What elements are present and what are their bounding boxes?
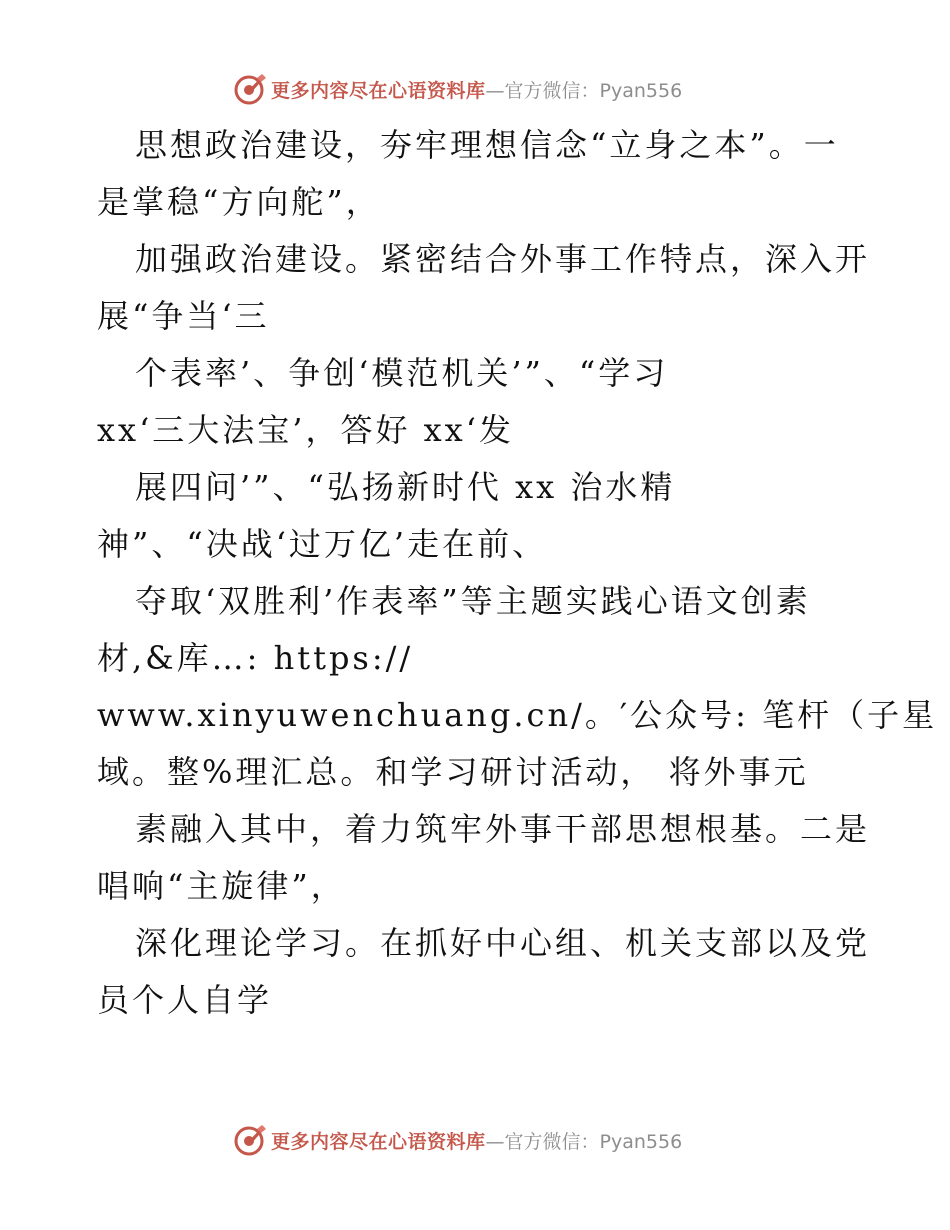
banner-contact-text: —官方微信：Pyan556 <box>485 1130 683 1153</box>
text-line: 展“争当‘三 <box>97 297 270 335</box>
text-line: 加强政治建设。紧密结合外事工作特点，深入开 <box>135 240 871 278</box>
footer-banner <box>233 1123 682 1157</box>
text-line: xx‘三大法宝’，答好 xx‘发 <box>97 411 514 449</box>
quill-pen-logo-icon <box>233 72 267 106</box>
text-line: 材,&库…: https:// <box>97 639 414 677</box>
text-line: www.xinyuwenchuang.cn/。′公众号: 笔杆（子星 <box>97 696 938 734</box>
text-line: 域。整%理汇总。和学习研讨活动， 将外事元 <box>97 753 809 791</box>
header-banner <box>233 72 682 106</box>
text-line: 展四问’”、“弘扬新时代 xx 治水精 <box>135 468 676 506</box>
text-line: 思想政治建设，夯牢理想信念“立身之本”。一 <box>135 126 839 164</box>
document-body <box>97 117 938 1029</box>
text-line: 个表率’、争创‘模范机关’”、“学习 <box>135 354 669 392</box>
text-line: 是掌稳“方向舵”， <box>97 183 381 221</box>
quill-pen-logo-icon <box>233 1123 267 1157</box>
text-line: 唱响“主旋律”， <box>97 867 346 905</box>
text-line: 夺取‘双胜利’作表率”等主题实践心语文创素 <box>135 582 811 620</box>
text-line: 员个人自学 <box>97 981 273 1019</box>
text-line: 素融入其中，着力筑牢外事干部思想根基。二是 <box>135 810 871 848</box>
text-line: 神”、“决战‘过万亿’走在前、 <box>97 525 548 563</box>
banner-contact-text: —官方微信：Pyan556 <box>485 79 683 102</box>
banner-site-text: 更多内容尽在心语资料库 <box>271 79 486 102</box>
banner-site-text: 更多内容尽在心语资料库 <box>271 1130 486 1153</box>
text-line: 深化理论学习。在抓好中心组、机关支部以及党 <box>135 924 871 962</box>
